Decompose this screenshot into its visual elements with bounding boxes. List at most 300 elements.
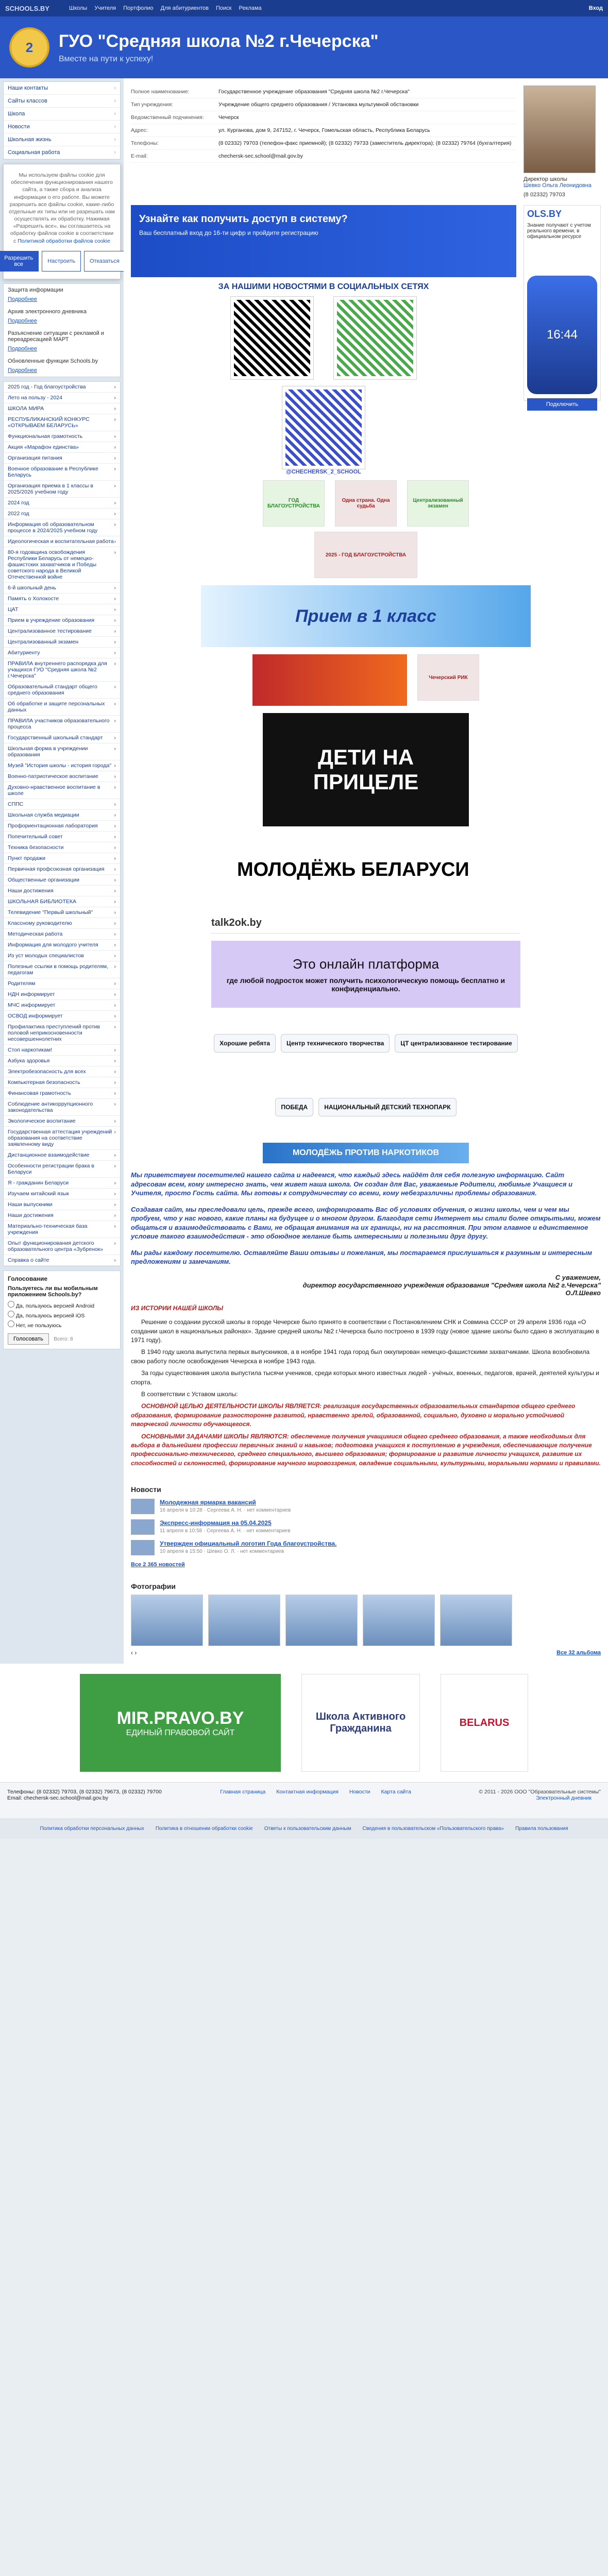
chevron-right-icon: › — [114, 1100, 116, 1107]
sidebar-section-item[interactable] — [4, 626, 120, 637]
info-row — [131, 137, 516, 150]
sidebar-section-item[interactable] — [4, 864, 120, 875]
chevron-right-icon: › — [114, 980, 116, 987]
sidebar-section-label: Школьная служба медиации — [8, 811, 79, 818]
poll-widget — [3, 1270, 121, 1349]
footer-phones: Телефоны: (8 02332) 79703, (8 02332) 79673, (8 02332) 79700 — [7, 1789, 162, 1795]
news-item[interactable] — [131, 1540, 601, 1555]
sidebar-section-label: Стоп наркотикам! — [8, 1046, 52, 1053]
connect-button[interactable]: Подключить — [527, 398, 597, 411]
news-thumbnail — [131, 1499, 155, 1514]
sidebar-section-item[interactable] — [4, 658, 120, 682]
kids-banner[interactable] — [252, 654, 407, 706]
nav-teachers[interactable]: Учителя — [94, 5, 116, 11]
chevron-right-icon: › — [114, 1057, 116, 1064]
sidebar-section-item[interactable] — [4, 760, 120, 771]
gallery-photo[interactable] — [440, 1595, 512, 1646]
gallery-photo[interactable] — [208, 1595, 280, 1646]
info-value: Чечерск — [218, 114, 239, 121]
e-diary-link[interactable]: Электронный дневник — [536, 1795, 592, 1802]
sidebar-item-contacts[interactable] — [4, 82, 120, 95]
qr-caption: @CHECHERSK_2_SCHOOL — [286, 469, 361, 475]
sidebar-section-label: Организация приема в 1 классы в 2025/2026 учебном году — [8, 482, 93, 495]
sidebar-section-item[interactable] — [4, 615, 120, 626]
sidebar-section-item[interactable] — [4, 853, 120, 864]
sidebar-section-label: Методическая работа — [8, 930, 63, 937]
sidebar-section-label: ШКОЛА МИРА — [8, 405, 44, 412]
sidebar-item-label: Сайты классов — [8, 98, 47, 104]
sidebar-section-label: Прием в учреждение образования — [8, 617, 95, 623]
sidebar-section-item[interactable] — [4, 481, 120, 498]
chevron-right-icon: › — [114, 952, 116, 959]
chevron-right-icon: › — [114, 717, 116, 724]
promo-desc: Знание получают с учетом реального времени, в официальном ресурсе — [527, 223, 591, 240]
sidebar-section-item[interactable] — [4, 1056, 120, 1066]
sidebar-section-item[interactable] — [4, 1088, 120, 1099]
chevron-right-icon: › — [114, 909, 116, 916]
sidebar-section-label: Особенности регистрации брака в Беларуси — [8, 1162, 95, 1175]
sidebar-section-item[interactable] — [4, 1255, 120, 1266]
anti-drug-banner[interactable]: МОЛОДЁЖЬ ПРОТИВ НАРКОТИКОВ — [263, 1143, 469, 1163]
poll-option[interactable]: Да, пользуюсь версией iOS — [8, 1311, 116, 1319]
info-key: Тип учреждения: — [131, 101, 173, 108]
sidebar-section-label: Духовно-нравственное воспитание в школе — [8, 784, 100, 796]
nav-portfolio[interactable]: Портфолио — [123, 5, 154, 11]
sidebar-section-item[interactable] — [4, 1210, 120, 1221]
sidebar-section-label: ОСВОД информирует — [8, 1012, 63, 1019]
news-meta: 10 апреля в 15:50 · Шевко О. Л. · нет комментариев — [160, 1549, 284, 1555]
history-paragraph: Решение о создании русской школы в городе Чечерске было принято в соответствии с Постановлением СНК и Совмина СССР от 29 апреля 1936 года «О создании школ в национальных районах». Здание средней школы №2 г.Чечерска было построено в 1939 году (новое здание школы было сдано в эксплуатацию в 1971 году). — [131, 1318, 599, 1344]
partner-banners — [0, 1664, 608, 1782]
chevron-right-icon: › — [114, 606, 116, 613]
sidebar-section-item[interactable] — [4, 519, 120, 536]
news-section — [124, 1478, 608, 1575]
chevron-right-icon: › — [114, 444, 116, 450]
sidebar-section-item[interactable] — [4, 1045, 120, 1056]
sidebar-section-label: Идеологическая и воспитательная работа — [8, 538, 114, 545]
sidebar-section-item[interactable] — [4, 442, 120, 453]
sidebar-info-links — [3, 283, 121, 377]
poll-radio[interactable] — [8, 1320, 14, 1327]
sidebar-item-label: Наши контакты — [8, 85, 48, 91]
nav-search[interactable]: Поиск — [215, 5, 232, 11]
sidebar-section-item[interactable] — [4, 1000, 120, 1011]
info-key: Полное наименование: — [131, 89, 190, 95]
sidebar-item-news[interactable] — [4, 121, 120, 133]
all-albums-link[interactable]: Все 32 альбома — [556, 1650, 601, 1656]
info-value: ул. Курганова, дом 9, 247152, г. Чечерск, Гомельская область, Республика Беларусь — [218, 127, 430, 133]
welcome-text — [124, 1171, 608, 1266]
top-navbar — [0, 0, 608, 16]
sidebar-section-item[interactable] — [4, 716, 120, 733]
director-name[interactable]: Шевко Ольга Леонидовна — [523, 182, 592, 189]
banner-row-1 — [124, 480, 608, 527]
sidebar-section-item[interactable] — [4, 414, 120, 431]
footer-link-sitemap[interactable]: Карта сайта — [381, 1789, 411, 1795]
gallery-pager-icons[interactable]: ‹ › — [131, 1649, 137, 1657]
sidebar-section-item[interactable] — [4, 989, 120, 1000]
sidebar-section-label: 80-я годовщина освобождения Республики Беларусь от немецко-фашистских захватчиков и Победы советского народа в Великой Отечественной войне — [8, 549, 97, 580]
sidebar-section-item[interactable] — [4, 961, 120, 978]
chevron-right-icon: › — [114, 499, 116, 506]
sidebar-section-label: РЕСПУБЛИКАНСКИЙ КОНКУРС «ОТКРЫВАЕМ БЕЛАРУСЬ» — [8, 416, 90, 429]
chevron-right-icon: › — [114, 124, 116, 130]
sidebar-section-label: Компьютерная безопасность — [8, 1079, 80, 1086]
chevron-right-icon: › — [114, 801, 116, 807]
sidebar-item-social-work[interactable] — [4, 146, 120, 159]
history-paragraph: В 1940 году школа выпустила первых выпускников, а в ноябре 1941 года город был оккупирован немецко-фашистскими захватчиками. Школа возобновила свою работу после освобождения Чечерска в ноябре 1943 года. — [131, 1348, 590, 1365]
sidebar-section-label: Военное образование в Республике Беларусь — [8, 465, 98, 478]
talk2ok-banner[interactable]: talk2ok.by — [211, 913, 520, 934]
chevron-right-icon: › — [114, 584, 116, 591]
sidebar-section-item[interactable] — [4, 682, 120, 699]
sidebar-section-label: 2024 год — [8, 499, 29, 506]
chevron-right-icon: › — [114, 111, 116, 117]
chevron-right-icon: › — [114, 745, 116, 752]
sidebar-section-item[interactable] — [4, 842, 120, 853]
info-label: Обновленные функции Schools.by — [8, 358, 98, 364]
active-citizen-banner[interactable]: Школа Активного Гражданина — [301, 1674, 420, 1772]
school-emblem-icon: 2 — [9, 27, 49, 67]
sidebar-section-item[interactable] — [4, 782, 120, 799]
sidebar-section-item[interactable] — [4, 1022, 120, 1045]
more-link[interactable]: Подробнее — [8, 367, 38, 374]
sidebar-section-item[interactable] — [4, 743, 120, 760]
legal-link[interactable]: Политика обработки персональных данных — [40, 1825, 144, 1832]
chevron-right-icon: › — [114, 898, 116, 905]
promo-subtitle: Ваш бесплатный вход до 16-ти цифр и пройдите регистрацию — [139, 229, 318, 236]
pravo-title: MIR.PRAVO.BY — [116, 1708, 244, 1728]
chevron-right-icon: › — [114, 700, 116, 707]
history-goal: ОСНОВНОЙ ЦЕЛЬЮ ДЕЯТЕЛЬНОСТИ ШКОЛЫ ЯВЛЯЕТСЯ: реализация государственных образовательных стандартов общего среднего образования, формирование разносторонне развитой, нравственно зрелой, образованной, социально, духовно и морально устойчивой творческой личности обучающегося. — [131, 1402, 576, 1428]
vote-button[interactable]: Голосовать — [8, 1333, 49, 1345]
nav-ads[interactable]: Реклама — [239, 5, 262, 11]
sidebar-section-item[interactable] — [4, 771, 120, 782]
chevron-right-icon: › — [114, 1240, 116, 1246]
cookie-policy-link[interactable]: Политикой обработки файлов cookie — [18, 238, 110, 244]
sidebar-section-label: Лето на пользу - 2024 — [8, 394, 62, 401]
chevron-right-icon: › — [114, 1079, 116, 1086]
sidebar-section-item[interactable] — [4, 1116, 120, 1127]
sidebar-section-item[interactable] — [4, 1099, 120, 1116]
sidebar-section-item[interactable] — [4, 1238, 120, 1255]
school-info — [124, 78, 608, 205]
sidebar-section-item[interactable] — [4, 1127, 120, 1150]
chevron-right-icon: › — [114, 963, 116, 970]
news-thumbnail — [131, 1540, 155, 1555]
sidebar-section-label: Абитуриенту — [8, 649, 40, 656]
sidebar-section-item[interactable] — [4, 832, 120, 842]
sidebar-section-item[interactable] — [4, 648, 120, 658]
nav-schools[interactable]: Школы — [69, 5, 88, 11]
chevron-right-icon: › — [114, 510, 116, 517]
info-key: Ведомственный подчинения: — [131, 114, 204, 121]
history-title: ИЗ ИСТОРИИ НАШЕЙ ШКОЛЫ — [131, 1304, 224, 1312]
chevron-right-icon: › — [114, 683, 116, 690]
sidebar-section-label: ПРАВИЛА внутреннего распорядка для учащихся ГУО "Средняя школа №2 г.Чечерска" — [8, 660, 107, 679]
chevron-right-icon: › — [114, 1151, 116, 1158]
chevron-right-icon: › — [114, 660, 116, 667]
chevron-right-icon: › — [114, 1162, 116, 1169]
sidebar-section-item[interactable] — [4, 594, 120, 604]
sidebar-section-label: Информация об образовательном процессе в 2024/2025 учебном году — [8, 521, 98, 534]
school-info-table — [131, 86, 516, 198]
sidebar-item-school[interactable] — [4, 108, 120, 121]
olympic-banner[interactable]: BELARUS — [441, 1674, 528, 1772]
sidebar-section-item[interactable] — [4, 1077, 120, 1088]
sidebar-section-label: Экологическое воспитание — [8, 1117, 76, 1124]
info-label: Защита информации — [8, 286, 63, 293]
sidebar-section-label: Соблюдение антикоррупционного законодательства — [8, 1100, 93, 1113]
sidebar-section-item[interactable] — [4, 951, 120, 961]
footer-link-news[interactable]: Новости — [349, 1789, 370, 1795]
sidebar-section-item[interactable] — [4, 393, 120, 403]
configure-cookies-button[interactable]: Настроить — [42, 251, 81, 272]
news-headline[interactable]: Экспресс-информация на 05.04.2025 — [160, 1519, 272, 1527]
history-section — [124, 1297, 608, 1478]
chevron-right-icon: › — [114, 628, 116, 634]
sidebar-section-item[interactable] — [4, 1199, 120, 1210]
chevron-right-icon: › — [114, 617, 116, 623]
footer-link-contacts[interactable]: Контактная информация — [276, 1789, 339, 1795]
chevron-right-icon: › — [114, 98, 116, 104]
poll-radio[interactable] — [8, 1311, 14, 1317]
sidebar-section-label: Изучаем китайский язык — [8, 1190, 69, 1197]
sidebar-section-item[interactable] — [4, 799, 120, 810]
gallery-photo[interactable] — [285, 1595, 358, 1646]
chevron-right-icon: › — [114, 465, 116, 472]
sidebar-section-item[interactable] — [4, 940, 120, 951]
sidebar-section-item[interactable] — [4, 464, 120, 481]
pravo-banner[interactable] — [80, 1674, 281, 1772]
sidebar-section-label: Память о Холокосте — [8, 595, 59, 602]
legal-link[interactable]: Политика в отношении обработки cookie — [155, 1825, 253, 1832]
chevron-right-icon: › — [114, 844, 116, 851]
chevron-right-icon: › — [114, 855, 116, 861]
sidebar-section-item[interactable] — [4, 583, 120, 594]
rik-banner[interactable]: Чечерский РИК — [417, 654, 479, 701]
chevron-right-icon: › — [114, 734, 116, 741]
sign-line: С уважением, — [555, 1273, 601, 1281]
instagram-qr-icon[interactable] — [282, 386, 365, 469]
sidebar-item-school-life[interactable] — [4, 133, 120, 146]
sidebar-section-label: Организация питания — [8, 454, 62, 461]
history-paragraph: В соответствии с Уставом школы: — [141, 1391, 238, 1398]
sidebar-section-label: Финансовая грамотность — [8, 1090, 71, 1096]
sidebar-section-item[interactable] — [4, 733, 120, 743]
sidebar-section-label: Дистанционное взаимодействие — [8, 1151, 90, 1158]
sidebar-section-label: ПРАВИЛА участников образовательного процесса — [8, 717, 110, 730]
sidebar-section-item[interactable] — [4, 431, 120, 442]
nav-applicants[interactable]: Для абитуриентов — [160, 5, 209, 11]
site-motto: Вместе на пути к успеху! — [59, 54, 154, 63]
sidebar-section-item[interactable] — [4, 886, 120, 896]
sidebar-section-item[interactable] — [4, 929, 120, 940]
country-banner[interactable]: Одна страна. Одна судьба — [335, 480, 397, 527]
sidebar-section-label: Азбука здоровья — [8, 1057, 50, 1064]
chevron-right-icon: › — [114, 538, 116, 545]
sidebar-section-item[interactable] — [4, 907, 120, 918]
poll-radio[interactable] — [8, 1301, 14, 1308]
platform-text: где любой подросток может получить психологическую помощь бесплатно и конфиденциально. — [226, 976, 505, 993]
legal-bar — [0, 1818, 608, 1839]
pravo-subtitle: ЕДИНЫЙ ПРАВОВОЙ САЙТ — [126, 1728, 235, 1737]
login-link[interactable]: Вход — [588, 5, 603, 11]
legal-link[interactable]: Сведения в пользовательском «Пользовательского права» — [362, 1825, 504, 1832]
sidebar-section-item[interactable] — [4, 896, 120, 907]
news-headline[interactable]: Утвержден официальный логотип Года благоустройства. — [160, 1540, 337, 1548]
sidebar-section-item[interactable] — [4, 403, 120, 414]
news-meta: 16 апреля в 10:28 · Сергеева А. Н. · нет комментариев — [160, 1507, 291, 1514]
year-banner[interactable]: ГОД БЛАГОУСТРОЙСТВА — [263, 480, 325, 527]
chevron-right-icon: › — [114, 595, 116, 602]
sidebar-section-label: ШКОЛЬНАЯ БИБЛИОТЕКА — [8, 898, 77, 905]
director-caption: Директор школы — [523, 176, 567, 182]
sidebar-section-item[interactable] — [4, 1161, 120, 1178]
psych-platform-banner[interactable] — [211, 941, 520, 1008]
allow-all-cookies-button[interactable]: Разрешить все — [0, 251, 39, 272]
sidebar-section-label: Акция «Марафон единства» — [8, 444, 79, 450]
good-kids-banner[interactable]: Хорошие ребята — [214, 1034, 276, 1053]
chevron-right-icon: › — [114, 1046, 116, 1053]
more-link[interactable]: Подробнее — [8, 345, 38, 352]
sidebar-section-item[interactable] — [4, 604, 120, 615]
decline-cookies-button[interactable]: Отказаться — [84, 251, 125, 272]
cookie-text: Мы используем файлы cookie для обеспечения функционирования нашего сайта, а также сбора и анализа информации о его работе. Вы можете разрешить все файлы cookie, какие-либо отдельные их типы или не разрешать нам осуществлять их обработку. Нажимая «Разрешить все», вы соглашаетесь на обработку файлов cookie в соответствии с Политикой обработки файлов cookie — [9, 172, 115, 244]
sidebar-section-item[interactable] — [4, 498, 120, 509]
chevron-right-icon: › — [114, 991, 116, 997]
sidebar-section-label: Школьная форма в учреждении образования — [8, 745, 88, 758]
gallery-photo[interactable] — [363, 1595, 435, 1646]
sidebar-section-item[interactable] — [4, 821, 120, 832]
more-link[interactable]: Подробнее — [8, 317, 38, 324]
qr-code-icon[interactable] — [334, 297, 416, 379]
sidebar-section-item[interactable] — [4, 978, 120, 989]
mini-banners-row — [201, 1015, 531, 1072]
chevron-right-icon: › — [114, 85, 116, 91]
sidebar-item-label: Новости — [8, 124, 30, 130]
technopark-banner[interactable]: НАЦИОНАЛЬНЫЙ ДЕТСКИЙ ТЕХНОПАРК — [318, 1098, 456, 1116]
sidebar-item-class-sites[interactable] — [4, 95, 120, 108]
site-header — [0, 16, 608, 78]
main-content — [124, 78, 608, 1664]
sidebar-section-item[interactable] — [4, 1066, 120, 1077]
poll-option[interactable]: Да, пользуюсь версией Android — [8, 1301, 116, 1309]
chevron-right-icon: › — [114, 1201, 116, 1208]
sidebar-section-label: 2025 год - Год благоустройства — [8, 383, 86, 390]
admission-banner[interactable]: Прием в 1 класс — [201, 585, 531, 647]
sidebar-section-label: Материально-техническая база учреждения — [8, 1223, 88, 1235]
more-link[interactable]: Подробнее — [8, 296, 38, 302]
chevron-right-icon: › — [114, 649, 116, 656]
signature — [124, 1274, 608, 1297]
chevron-right-icon: › — [114, 866, 116, 872]
gallery-photo[interactable] — [131, 1595, 203, 1646]
access-promo-banner[interactable] — [131, 205, 516, 277]
sidebar-section-item[interactable] — [4, 1221, 120, 1238]
sidebar-item-label: Школа — [8, 111, 25, 117]
sidebar-section-item[interactable] — [4, 699, 120, 716]
social-heading: ЗА НАШИМИ НОВОСТЯМИ В СОЦИАЛЬНЫХ СЕТЯХ — [218, 282, 429, 291]
chevron-right-icon: › — [114, 1212, 116, 1218]
footer-link-home[interactable]: Главная страница — [220, 1789, 266, 1795]
news-item[interactable] — [131, 1499, 601, 1514]
sidebar-section-label: Государственный школьный стандарт — [8, 734, 103, 741]
poll-option[interactable]: Нет, не пользуюсь — [8, 1320, 116, 1329]
phone-icon: 16:44 — [527, 276, 597, 394]
year-2025-banner[interactable]: 2025 - ГОД БЛАГОУСТРОЙСТВА — [314, 532, 417, 578]
promo-title: Узнайте как получить доступ в систему? — [139, 213, 348, 225]
info-row — [131, 111, 516, 124]
news-item[interactable] — [131, 1519, 601, 1535]
exam-banner[interactable]: Централизованный экзамен — [407, 480, 469, 527]
cookie-consent-dialog — [3, 164, 121, 279]
sidebar-section-label: Государственная аттестация учреждений образования на соответствие заявленному виду — [8, 1128, 112, 1147]
chevron-right-icon: › — [114, 1068, 116, 1075]
sidebar-main-menu — [3, 81, 121, 160]
sidebar-section-item[interactable] — [4, 875, 120, 886]
welcome-paragraph: Мы приветствуем посетителей нашего сайта и надеемся, что каждый здесь найдёт для себя полезную информацию. Сайт адресован всем, кому интересно знать, чем живет наша школа. Он создан для Вас, уважаемые Родители, любимые Учащиеся и Учителя, просто Гость сайта. Мы готовы к сотрудничеству со всеми, кому небезразличны проблемы образования. — [131, 1171, 573, 1197]
info-key: Телефоны: — [131, 140, 159, 146]
chevron-right-icon: › — [114, 887, 116, 894]
brand-logo[interactable]: SCHOOLS.BY — [5, 4, 49, 12]
sidebar-section-item[interactable] — [4, 509, 120, 519]
info-key: Адрес: — [131, 127, 148, 133]
info-row — [131, 86, 516, 98]
sidebar — [0, 78, 124, 1664]
sidebar-section-item[interactable] — [4, 453, 120, 464]
sidebar-section-item[interactable] — [4, 536, 120, 547]
chevron-right-icon: › — [114, 482, 116, 489]
sidebar-section-item[interactable] — [4, 1011, 120, 1022]
info-value: Учреждение общего среднего образования / Установка мультумной обстановки — [218, 101, 419, 108]
gallery-title: Фотографии — [131, 1582, 176, 1591]
sidebar-section-item[interactable] — [4, 637, 120, 648]
chevron-right-icon: › — [114, 1128, 116, 1135]
sidebar-section-label: Наши достижения — [8, 1212, 54, 1218]
chevron-right-icon: › — [114, 1012, 116, 1019]
chevron-right-icon: › — [114, 784, 116, 790]
news-headline[interactable]: Молодежная ярмарка вакансий — [160, 1499, 256, 1506]
children-target-banner[interactable]: ДЕТИ НА ПРИЦЕЛЕ — [263, 713, 469, 826]
sidebar-section-item[interactable] — [4, 918, 120, 929]
legal-link[interactable]: Правила пользования — [515, 1825, 568, 1832]
sidebar-section-item[interactable] — [4, 1150, 120, 1161]
legal-link[interactable]: Ответы к пользовательским данным — [264, 1825, 351, 1832]
sidebar-section-item[interactable] — [4, 547, 120, 583]
tech-center-banner[interactable]: Центр технического творчества — [281, 1034, 390, 1053]
promo-area — [124, 205, 608, 475]
qr-code-icon[interactable] — [231, 297, 313, 379]
ct-banner[interactable]: ЦТ централизованное тестирование — [395, 1034, 518, 1053]
info-label: Разъяснение ситуации с рекламой и переадресацией МАРТ — [8, 330, 104, 343]
banner-row-2 — [124, 532, 608, 578]
director-phone: (8 02332) 79703 — [523, 192, 565, 198]
sidebar-section-item[interactable] — [4, 1189, 120, 1199]
youth-belarus-banner[interactable]: МОЛОДЁЖЬ БЕЛАРУСИ — [227, 834, 505, 906]
info-key: E-mail: — [131, 153, 148, 159]
sidebar-section-label: МЧС информирует — [8, 1002, 56, 1008]
sidebar-section-label: Военно-патриотическое воспитание — [8, 773, 98, 779]
all-news-link[interactable]: Все 2 365 новостей — [131, 1562, 185, 1568]
sidebar-section-label: Опыт функционирования детского образовательного центра «Зубренок» — [8, 1240, 104, 1252]
history-paragraph: За годы существования школа выпустила тысячи учеников, среди которых много известных людей - учёных, военных, педагогов, врачей, деятелей культуры и спорта. — [131, 1369, 599, 1386]
history-tasks: ОСНОВНЫМИ ЗАДАЧАМИ ШКОЛЫ ЯВЛЯЮТСЯ: обеспечение получения учащимися общего среднего образования, а также необходимых для выбора в дальнейшем профессии первичных знаний и навыков; подготовка учащихся к поступлению в учреждения, обеспечивающие получение профессионально-технического, среднего специального, высшего образования; формирование и развитие личности учащихся, развитие их способностей и склонностей, формирование научного мировоззрения, овладение социальными, культурными, моральными нормами и правилами. — [131, 1432, 601, 1467]
sidebar-section-item[interactable] — [4, 1178, 120, 1189]
victory-banner[interactable]: ПОБЕДА — [275, 1098, 313, 1116]
sidebar-section-item[interactable] — [4, 382, 120, 393]
sidebar-section-item[interactable] — [4, 810, 120, 821]
